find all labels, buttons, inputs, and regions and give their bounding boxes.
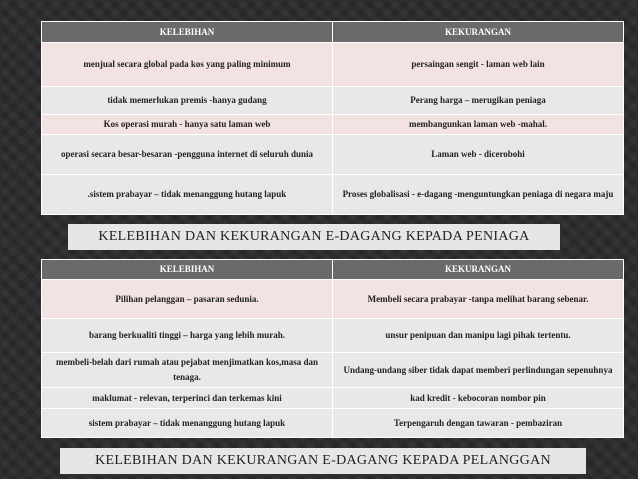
cell-kekurangan: membangunkan laman web -mahal. [333, 115, 624, 135]
header-kekurangan: KEKURANGAN [333, 260, 624, 280]
table-row [42, 175, 624, 215]
table-row [42, 319, 624, 353]
caption-peniaga: KELEBIHAN DAN KEKURANGAN E-DAGANG KEPADA PENIAGA [68, 224, 560, 250]
header-kelebihan: KELEBIHAN [42, 22, 333, 43]
cell-kekurangan: Perang harga – merugikan peniaga [333, 87, 624, 115]
cell-kelebihan: Pilihan pelanggan – pasaran sedunia. [42, 280, 333, 319]
cell-kekurangan: persaingan sengit - laman web lain [333, 43, 624, 87]
cell-kekurangan: unsur penipuan dan manipu lagi pihak tertentu. [333, 319, 624, 353]
header-kelebihan: KELEBIHAN [42, 260, 333, 280]
cell-kelebihan: Kos operasi murah - hanya satu laman web [42, 115, 333, 135]
table-row [42, 353, 624, 388]
header-kekurangan: KEKURANGAN [333, 22, 624, 43]
cell-kekurangan: Proses globalisasi - e-dagang -menguntungkan peniaga di negara maju [333, 175, 624, 215]
cell-kekurangan: Laman web - dicerobohi [333, 135, 624, 175]
table-row [42, 43, 624, 87]
cell-kekurangan: Terpengaruh dengan tawaran - pembaziran [333, 409, 624, 438]
caption-pelanggan: KELEBIHAN DAN KEKURANGAN E-DAGANG KEPADA PELANGGAN [60, 448, 586, 474]
cell-kekurangan: Membeli secara prabayar -tanpa melihat barang sebenar. [333, 280, 624, 319]
table-row [42, 409, 624, 438]
cell-kekurangan: Undang-undang siber tidak dapat memberi perlindungan sepenuhnya [333, 353, 624, 388]
cell-kelebihan: menjual secara global pada kos yang paling minimum [42, 43, 333, 87]
peniaga-table [41, 21, 624, 215]
cell-kelebihan: sistem prabayar – tidak menanggung hutang lapuk [42, 409, 333, 438]
table-row [42, 280, 624, 319]
table-row [42, 388, 624, 409]
cell-kelebihan: .sistem prabayar – tidak menanggung hutang lapuk [42, 175, 333, 215]
cell-kelebihan: barang berkualiti tinggi – harga yang lebih murah. [42, 319, 333, 353]
table-row [42, 135, 624, 175]
cell-kelebihan: maklumat - relevan, terperinci dan terkemas kini [42, 388, 333, 409]
table-row [42, 115, 624, 135]
cell-kelebihan: membeli-belah dari rumah atau pejabat menjimatkan kos,masa dan tenaga. [42, 353, 333, 388]
pelanggan-table [41, 259, 624, 438]
table-row [42, 87, 624, 115]
cell-kelebihan: tidak memerlukan premis -hanya gudang [42, 87, 333, 115]
cell-kelebihan: operasi secara besar-besaran -pengguna internet di seluruh dunia [42, 135, 333, 175]
cell-kekurangan: kad kredit - kebocoran nombor pin [333, 388, 624, 409]
